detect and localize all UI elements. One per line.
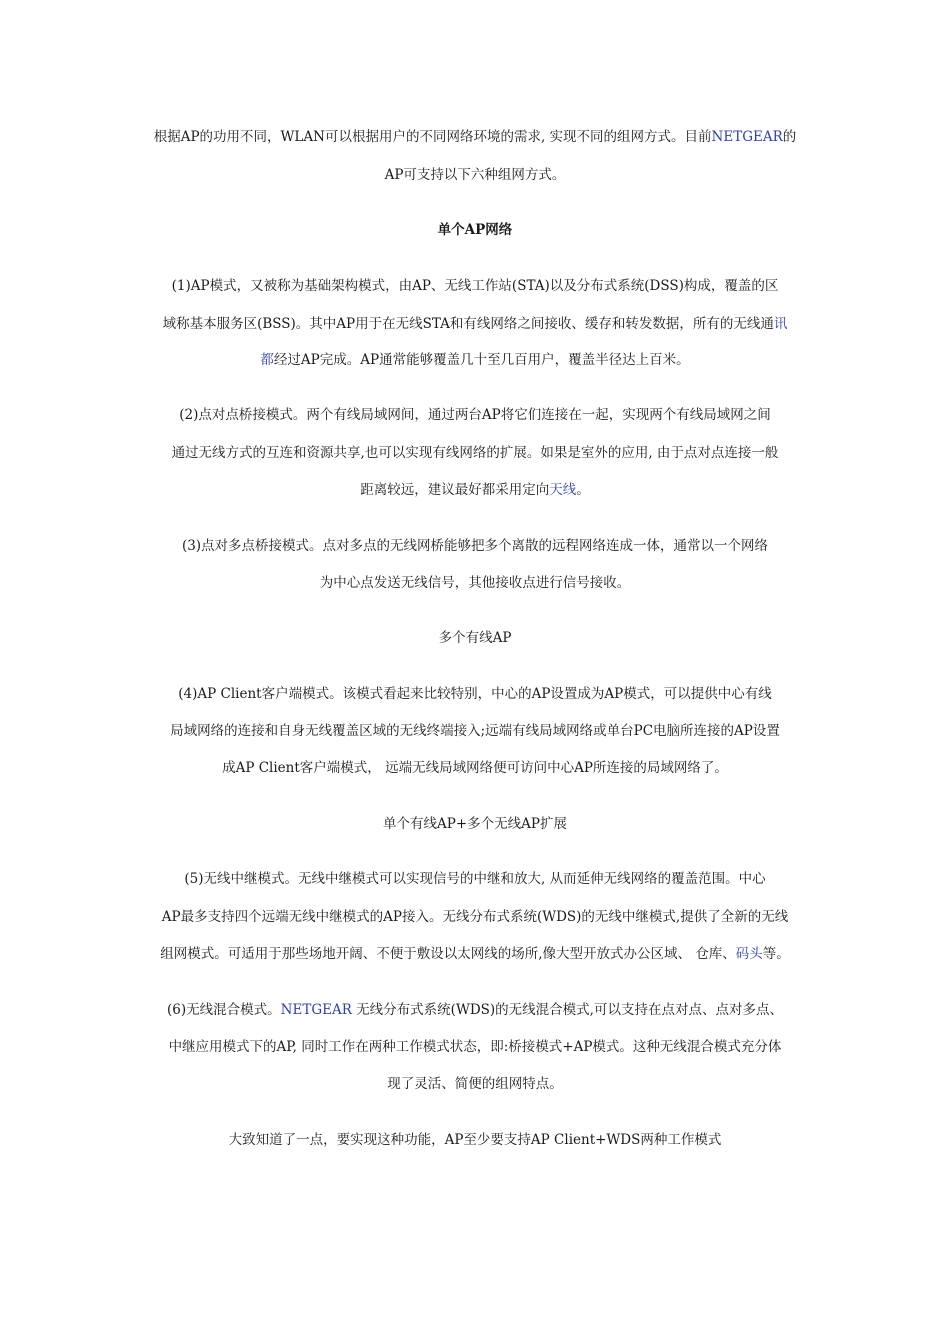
wharf-link[interactable]: 码头 bbox=[735, 946, 763, 962]
section-title-multi-wired-ap: 多个有线AP bbox=[438, 630, 512, 646]
section-title-single-ap: 单个AP网络 bbox=[437, 222, 513, 238]
mode1-line-1: (1)AP模式，又被称为基础架构模式，由AP、无线工作站(STA)以及分布式系统(DSS)构成，覆盖的区 bbox=[171, 278, 779, 294]
netgear-link[interactable]: NETGEAR bbox=[711, 129, 783, 145]
mode5-line-3 bbox=[0, 945, 950, 963]
mode2-line-2: 通过无线方式的互连和资源共享,也可以实现有线网络的扩展。如果是室外的应用, 由于点对点连接一般 bbox=[171, 445, 779, 461]
mode6-line-3: 现了灵活、简便的组网特点。 bbox=[387, 1076, 563, 1092]
mode5-line-1: (5)无线中继模式。无线中继模式可以实现信号的中继和放大, 从而延伸无线网络的覆盖范围。中心 bbox=[184, 871, 766, 887]
mode1-line-3 bbox=[0, 351, 950, 369]
conclusion-line: 大致知道了一点，要实现这种功能，AP至少要支持AP Client+WDS两种工作模式 bbox=[228, 1132, 722, 1148]
mode4-line-3: 成AP Client客户端模式， 远端无线局域网络便可访问中心AP所连接的局域网络了。 bbox=[222, 760, 728, 776]
mode4-line-1: (4)AP Client客户端模式。该模式看起来比较特别，中心的AP设置成为AP模式，可以提供中心有线 bbox=[178, 686, 772, 702]
mode6-line-1 bbox=[0, 1001, 950, 1019]
mode1-text-a: 域称基本服务区(BSS)。其中AP用于在无线STA和有线网络之间接收、缓存和转发数据，所有的无线通 bbox=[162, 316, 774, 332]
intro-text-a: 根据AP的功用不同，WLAN可以根据用户的不同网络环境的需求, 实现不同的组网方式。目前 bbox=[153, 129, 712, 145]
intro-line-2: AP可支持以下六种组网方式。 bbox=[384, 167, 566, 183]
mode2-text-a: 距离较远，建议最好都采用定向 bbox=[360, 482, 550, 498]
mode6-line-2: 中继应用模式下的AP, 同时工作在两种工作模式状态，即:桥接模式+AP模式。这种无线混合模式充分体 bbox=[168, 1039, 782, 1055]
mode3-line-1: (3)点对多点桥接模式。点对多点的无线网桥能够把多个离散的远程网络连成一体，通常以一个网络 bbox=[181, 538, 769, 554]
xun-link[interactable]: 讯 bbox=[773, 316, 788, 332]
antenna-link[interactable]: 天线 bbox=[549, 482, 577, 498]
intro-line-1 bbox=[0, 128, 950, 146]
mode6-text-b: 无线分布式系统(WDS)的无线混合模式,可以支持在点对点、点对多点、 bbox=[351, 1002, 783, 1018]
section-title-wired-plus-wireless: 单个有线AP+多个无线AP扩展 bbox=[383, 816, 567, 832]
mode1-line-2 bbox=[0, 315, 950, 333]
mode5-text-b: 等。 bbox=[762, 946, 790, 962]
mode5-line-2: AP最多支持四个远端无线中继模式的AP接入。无线分布式系统(WDS)的无线中继模式,提供了全新的无线 bbox=[161, 909, 789, 925]
intro-text-b: 的 bbox=[782, 129, 797, 145]
mode1-text-b: 经过AP完成。AP通常能够覆盖几十至几百用户，覆盖半径达上百米。 bbox=[273, 352, 690, 368]
netgear-link-2[interactable]: NETGEAR bbox=[280, 1002, 352, 1018]
mode3-line-2: 为中心点发送无线信号，其他接收点进行信号接收。 bbox=[319, 575, 631, 591]
mode2-text-b: 。 bbox=[576, 482, 590, 498]
mode2-line-3 bbox=[0, 481, 950, 499]
mode4-line-2: 局域网络的连接和自身无线覆盖区域的无线终端接入;远端有线局域网络或单台PC电脑所连接的AP设置 bbox=[170, 723, 780, 739]
dou-link[interactable]: 都 bbox=[260, 352, 274, 368]
mode5-text-a: 组网模式。可适用于那些场地开阔、不便于敷设以太网线的场所,像大型开放式办公区域、 仓库、 bbox=[160, 946, 736, 962]
mode2-line-1: (2)点对点桥接模式。两个有线局域网间，通过两台AP将它们连接在一起，实现两个有线局域网之间 bbox=[179, 407, 771, 423]
mode6-text-a: (6)无线混合模式。 bbox=[167, 1002, 281, 1018]
